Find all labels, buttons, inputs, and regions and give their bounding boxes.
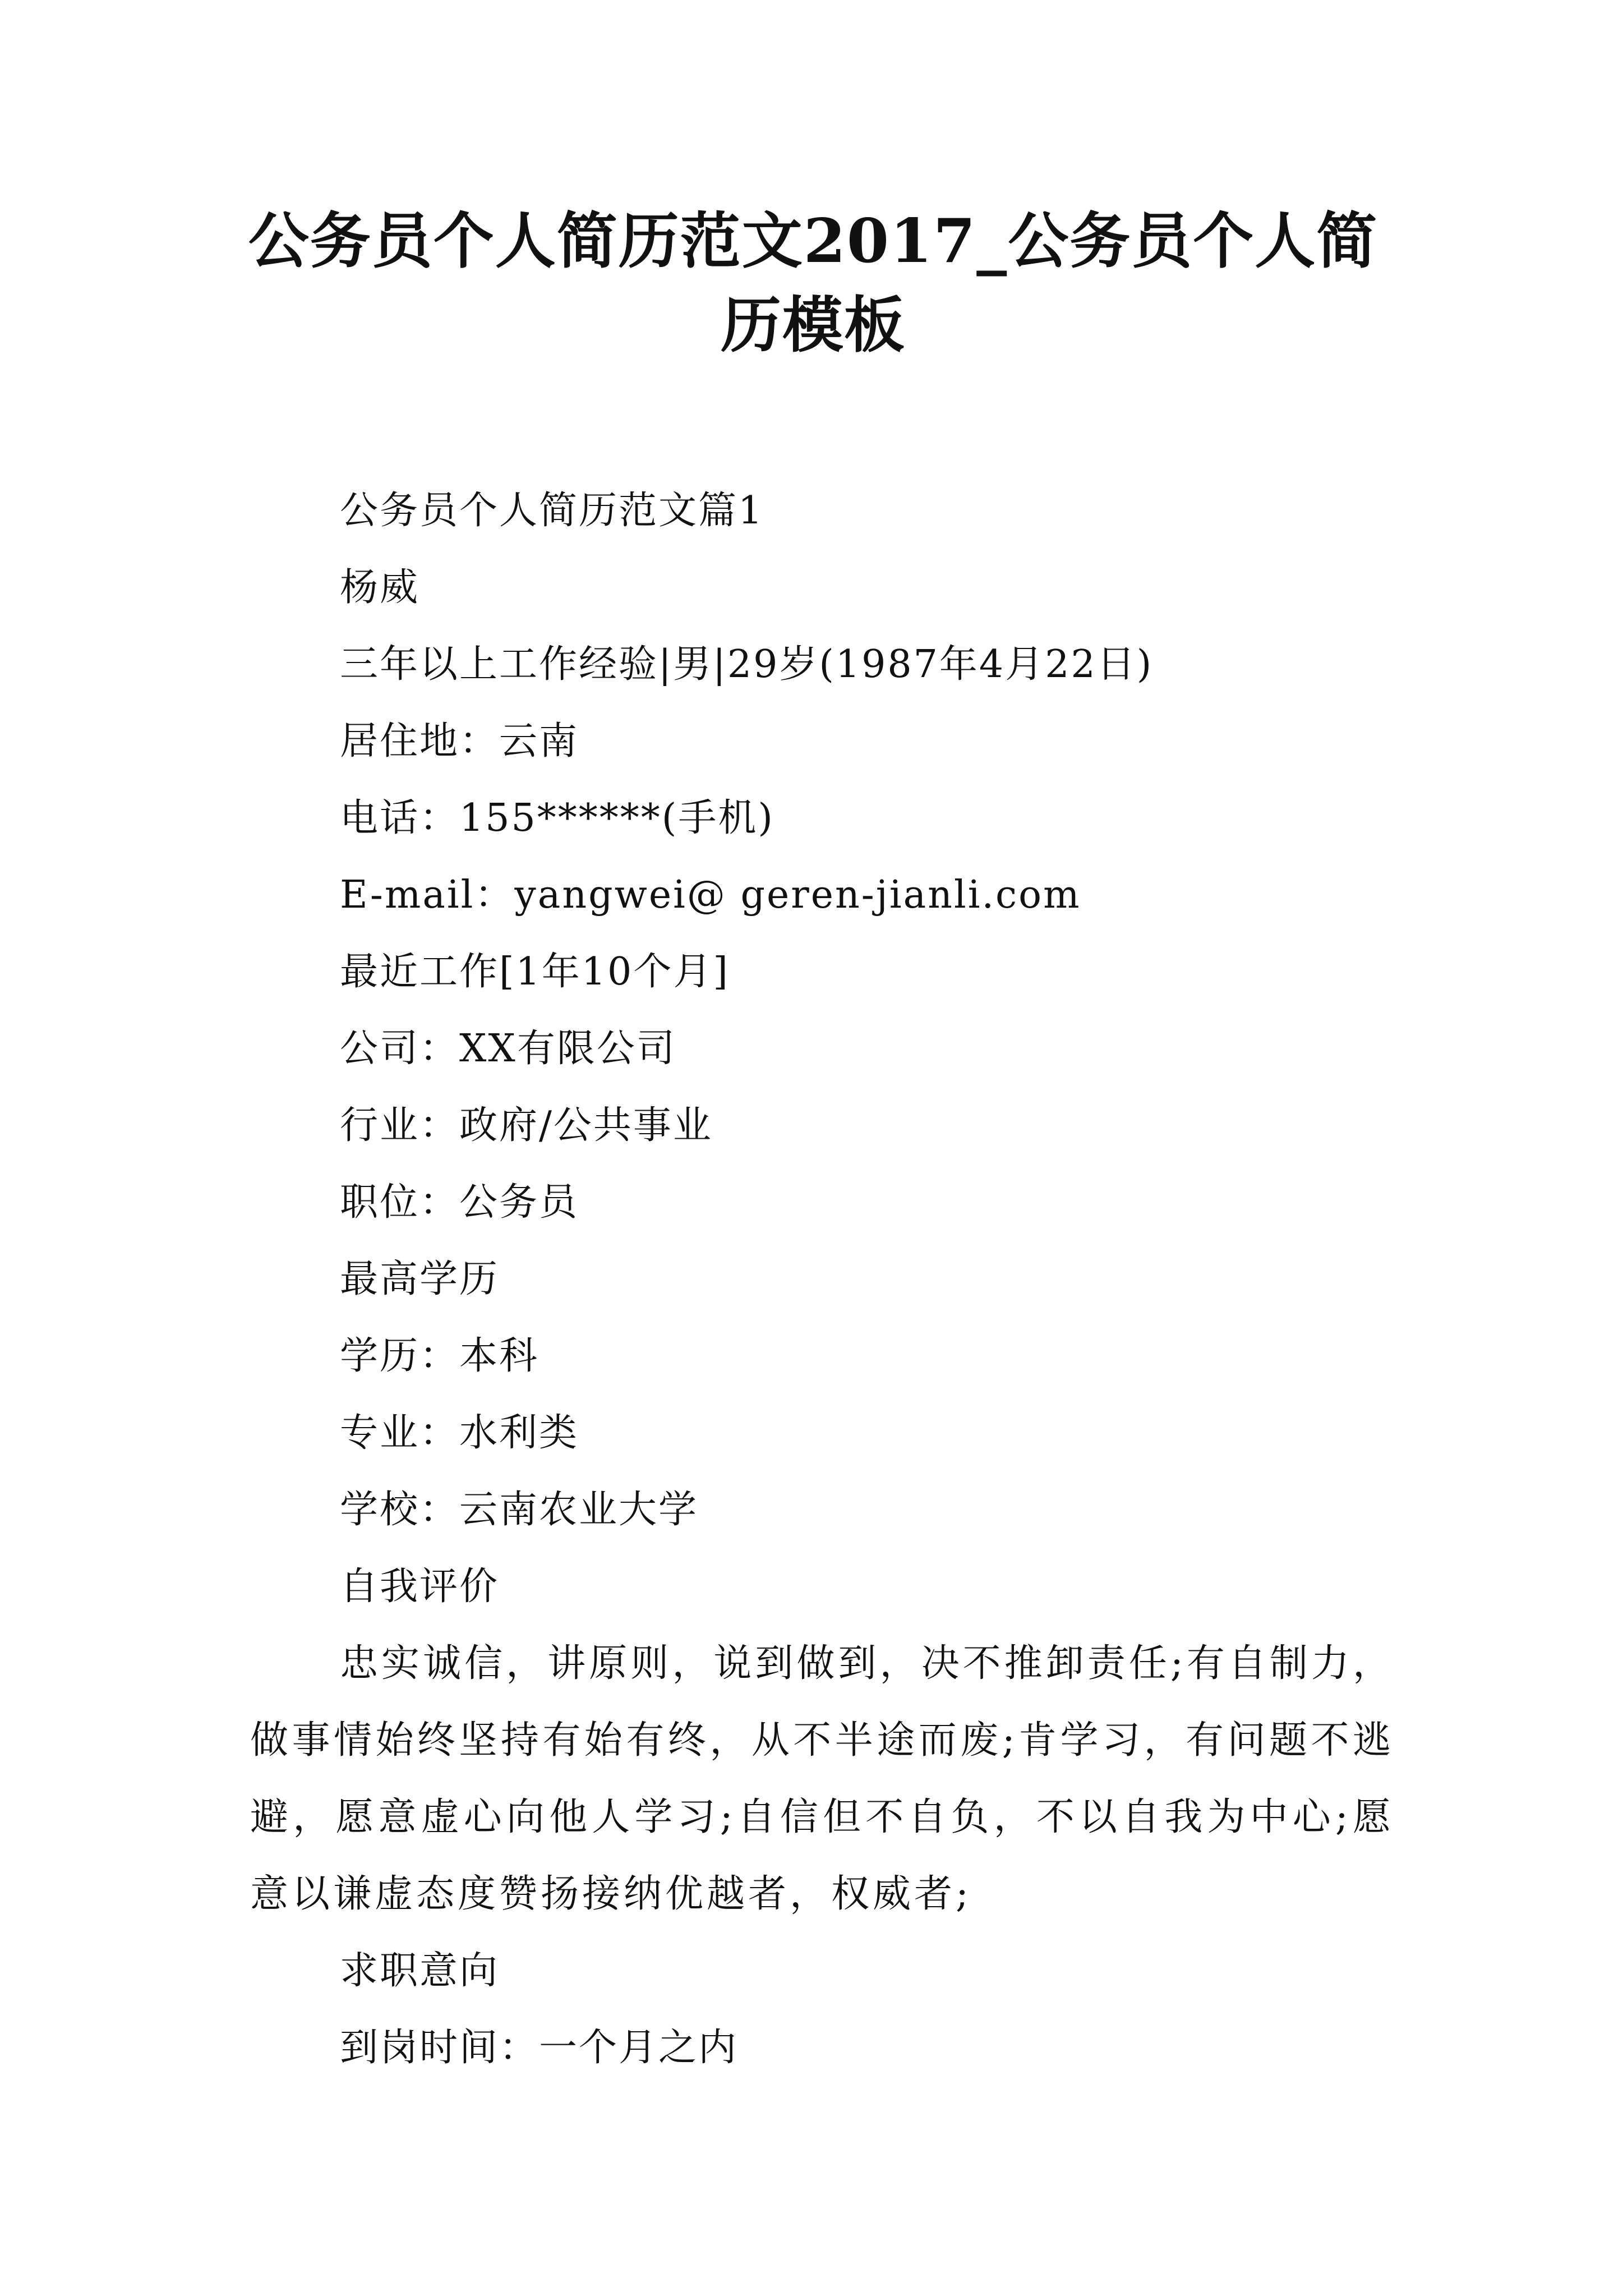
recent-work-heading: 最近工作[1年10个月] — [340, 950, 730, 994]
school: 学校：云南农业大学 — [340, 1488, 699, 1532]
education-heading: 最高学历 — [340, 1257, 500, 1301]
candidate-summary: 三年以上工作经验|男|29岁(1987年4月22日) — [340, 642, 1154, 687]
document-body — [250, 472, 1394, 2086]
residence: 居住地：云南 — [340, 719, 579, 763]
company: 公司：XX有限公司 — [340, 1027, 676, 1071]
industry: 行业：政府/公共事业 — [340, 1103, 713, 1148]
section-heading-resume-1: 公务员个人简历范文篇1 — [340, 489, 764, 533]
position: 职位：公务员 — [340, 1180, 579, 1225]
availability: 到岗时间：一个月之内 — [340, 2026, 739, 2070]
phone: 电话：155******(手机) — [340, 796, 774, 840]
email: E-mail：yangwei@ geren-jianli.com — [340, 873, 1081, 917]
document-title: 公务员个人简历范文2017_公务员个人简历模板 — [248, 206, 1378, 361]
candidate-name: 杨威 — [340, 565, 420, 610]
job-intention-heading: 求职意向 — [340, 1949, 500, 1993]
degree: 学历：本科 — [340, 1334, 540, 1378]
major: 专业：水利类 — [340, 1411, 579, 1455]
self-evaluation-heading: 自我评价 — [340, 1565, 500, 1609]
self-evaluation-paragraph: 忠实诚信，讲原则，说到做到，决不推卸责任;有自制力，做事情始终坚持有始有终，从不半途而废;肯学习，有问题不逃避，愿意虚心向他人学习;自信但不自负，不以自我为中心;愿意以谦虚态度赞扬接纳优越者，权威者; — [250, 1641, 1394, 1916]
